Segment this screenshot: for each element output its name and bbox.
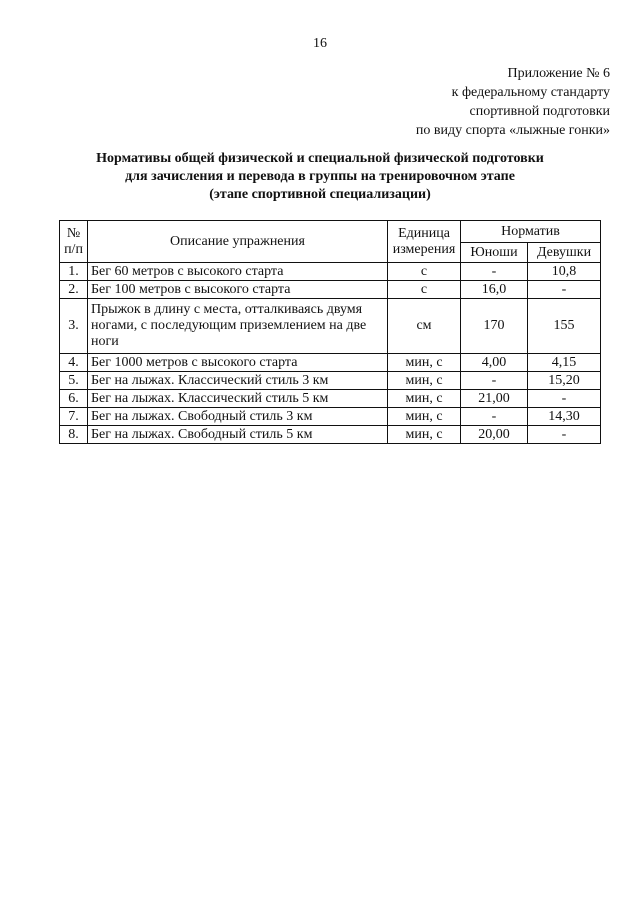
table-row [60, 281, 601, 299]
row-girls-value: 10,8 [528, 263, 601, 281]
row-unit: см [388, 299, 461, 354]
row-description: Бег на лыжах. Свободный стиль 3 км [88, 408, 388, 426]
row-girls-value: 15,20 [528, 372, 601, 390]
row-unit: мин, с [388, 372, 461, 390]
header-number [60, 221, 88, 263]
row-number: 5. [60, 372, 88, 390]
row-girls-value: 14,30 [528, 408, 601, 426]
row-boys-value: 4,00 [461, 354, 528, 372]
appendix-line-2: к федеральному стандарту [451, 85, 610, 100]
row-number: 4. [60, 354, 88, 372]
header-norm: Норматив [461, 221, 601, 243]
appendix-line-4: по виду спорта «лыжные гонки» [415, 123, 610, 138]
header-number-line-1: № [66, 225, 81, 241]
row-description: Бег 100 метров с высокого старта [88, 281, 388, 299]
row-number: 8. [60, 426, 88, 444]
row-unit: с [388, 281, 461, 299]
row-boys-value: 21,00 [461, 390, 528, 408]
row-description: Бег на лыжах. Классический стиль 5 км [88, 390, 388, 408]
row-girls-value: 155 [528, 299, 601, 354]
row-boys-value: 16,0 [461, 281, 528, 299]
row-boys-value: - [461, 263, 528, 281]
header-boys: Юноши [461, 243, 528, 263]
row-number: 7. [60, 408, 88, 426]
table-row [60, 408, 601, 426]
table-row [60, 426, 601, 444]
row-number: 3. [60, 299, 88, 354]
row-girls-value: - [528, 390, 601, 408]
row-description: Бег 1000 метров с высокого старта [88, 354, 388, 372]
table-row [60, 372, 601, 390]
row-girls-value: - [528, 281, 601, 299]
row-boys-value: - [461, 408, 528, 426]
row-unit: мин, с [388, 390, 461, 408]
header-girls: Девушки [528, 243, 601, 263]
row-description: Прыжок в длину с места, отталкиваясь двумя ногами, с последующим приземлением на две ноги [88, 299, 388, 354]
row-girls-value: - [528, 426, 601, 444]
title-line-2: для зачисления и перевода в группы на тренировочном этапе [125, 169, 515, 184]
header-description: Описание упражнения [88, 221, 388, 263]
title-line-1: Нормативы общей физической и специальной физической подготовки [96, 151, 544, 166]
row-description: Бег 60 метров с высокого старта [88, 263, 388, 281]
norms-table [59, 220, 601, 444]
appendix-header [416, 64, 610, 140]
row-number: 1. [60, 263, 88, 281]
table-row [60, 354, 601, 372]
page-number: 16 [313, 36, 327, 51]
header-unit [388, 221, 461, 263]
row-unit: мин, с [388, 426, 461, 444]
row-unit: с [388, 263, 461, 281]
table-row [60, 263, 601, 281]
row-number: 2. [60, 281, 88, 299]
row-unit: мин, с [388, 354, 461, 372]
header-number-line-2: п/п [64, 241, 83, 257]
table-row [60, 390, 601, 408]
row-unit: мин, с [388, 408, 461, 426]
title-line-3: (этапе спортивной специализации) [209, 187, 431, 202]
row-description: Бег на лыжах. Классический стиль 3 км [88, 372, 388, 390]
table-row [60, 299, 601, 354]
row-description: Бег на лыжах. Свободный стиль 5 км [88, 426, 388, 444]
row-number: 6. [60, 390, 88, 408]
document-title [0, 150, 640, 204]
appendix-line-3: спортивной подготовки [469, 104, 610, 119]
row-boys-value: - [461, 372, 528, 390]
row-boys-value: 20,00 [461, 426, 528, 444]
row-girls-value: 4,15 [528, 354, 601, 372]
header-unit-line-2: измерения [392, 241, 456, 257]
header-unit-line-1: Единица [398, 225, 450, 241]
appendix-line-1: Приложение № 6 [507, 66, 610, 81]
row-boys-value: 170 [461, 299, 528, 354]
